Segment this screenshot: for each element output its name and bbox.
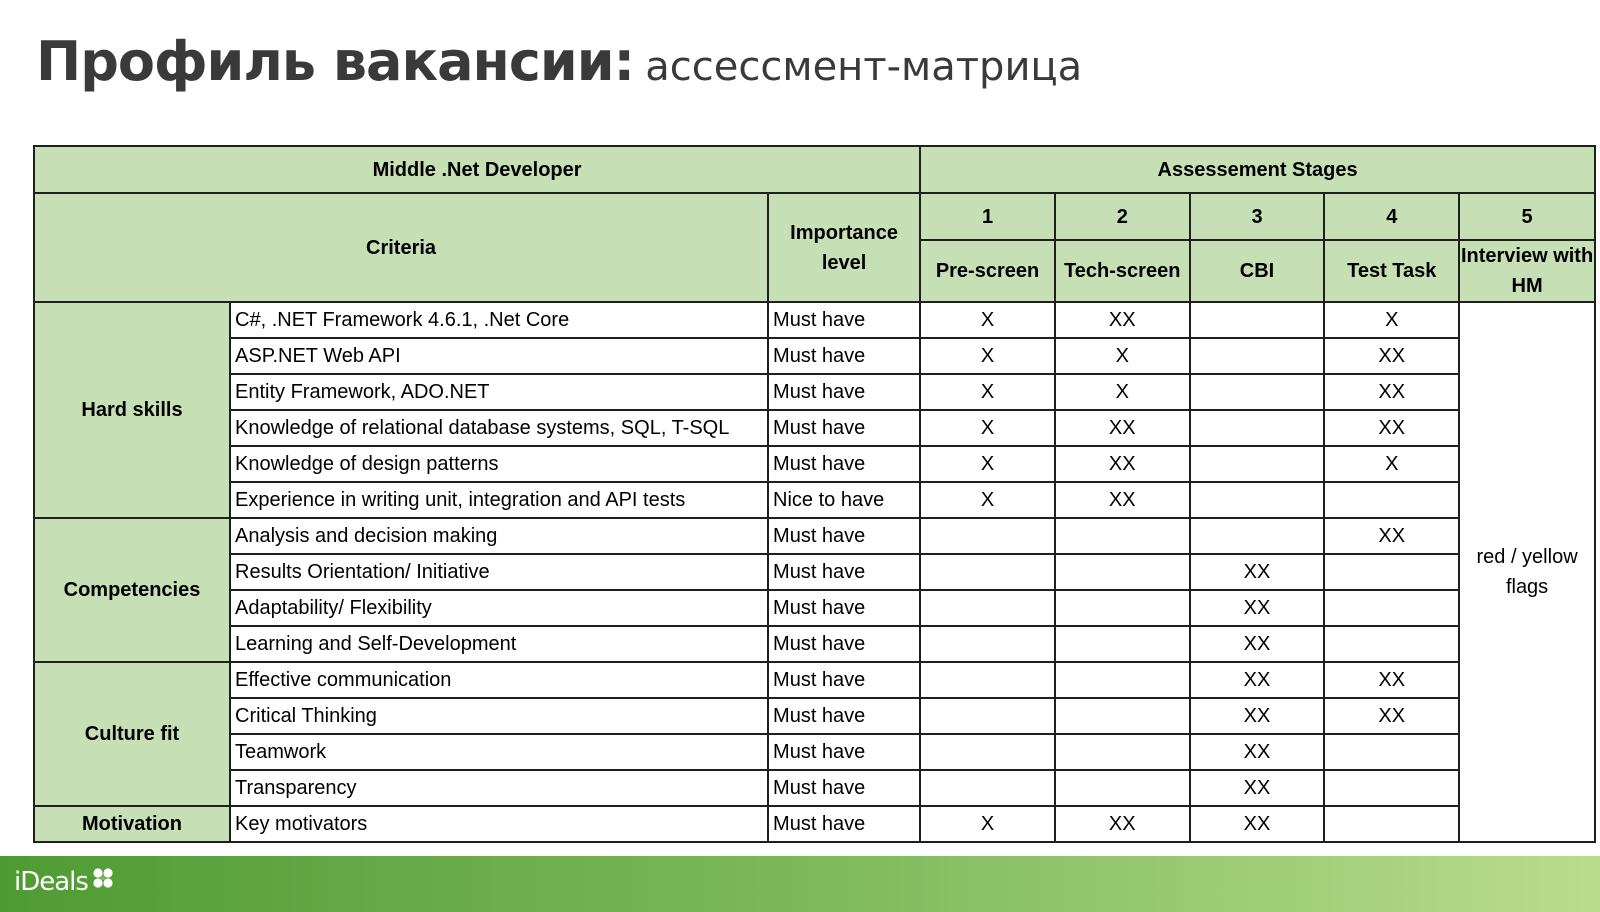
criterion-cell: Teamwork: [230, 734, 768, 770]
stage-mark-cell: XX: [1324, 374, 1459, 410]
table-row: [34, 554, 1595, 590]
table-row: [34, 806, 1595, 842]
stage-mark-cell: [920, 770, 1055, 806]
brand-logo-text: iDeals: [14, 866, 88, 897]
stage-mark-cell: [1324, 554, 1459, 590]
criterion-cell: Critical Thinking: [230, 698, 768, 734]
stage-mark-cell: [920, 734, 1055, 770]
table-row: [34, 410, 1595, 446]
group-label: Hard skills: [34, 302, 230, 518]
stage-mark-cell: X: [1324, 302, 1459, 338]
group-label: Competencies: [34, 518, 230, 662]
table-row: [34, 338, 1595, 374]
criteria-header: Criteria: [34, 193, 768, 302]
clover-icon: [91, 866, 115, 897]
page-title-subtitle: ассессмент-матрица: [645, 44, 1083, 90]
stage-mark-cell: [1055, 626, 1190, 662]
importance-cell: Must have: [768, 518, 920, 554]
criterion-cell: Knowledge of design patterns: [230, 446, 768, 482]
criterion-cell: Learning and Self-Development: [230, 626, 768, 662]
stage-mark-cell: X: [1055, 374, 1190, 410]
importance-cell: Must have: [768, 662, 920, 698]
table-row: [34, 626, 1595, 662]
criterion-cell: Adaptability/ Flexibility: [230, 590, 768, 626]
stage-mark-cell: XX: [1190, 662, 1325, 698]
stage-mark-cell: [920, 698, 1055, 734]
stages-header: Assessement Stages: [920, 146, 1595, 193]
table-row: [34, 662, 1595, 698]
importance-cell: Must have: [768, 410, 920, 446]
stage-mark-cell: [1324, 626, 1459, 662]
stage-mark-cell: XX: [1324, 410, 1459, 446]
stage-name: Test Task: [1324, 240, 1459, 302]
stage-mark-cell: [1324, 806, 1459, 842]
stage-mark-cell: [1055, 662, 1190, 698]
group-label: Culture fit: [34, 662, 230, 806]
stage-mark-cell: X: [1055, 338, 1190, 374]
criterion-cell: Analysis and decision making: [230, 518, 768, 554]
stage-mark-cell: [1190, 338, 1325, 374]
criterion-cell: Entity Framework, ADO.NET: [230, 374, 768, 410]
stage-mark-cell: X: [920, 374, 1055, 410]
stage-mark-cell: XX: [1055, 446, 1190, 482]
table-row: [34, 734, 1595, 770]
stage-mark-cell: [920, 518, 1055, 554]
stage-mark-cell: XX: [1190, 806, 1325, 842]
criterion-cell: Results Orientation/ Initiative: [230, 554, 768, 590]
stage-mark-cell: XX: [1055, 410, 1190, 446]
criterion-cell: Transparency: [230, 770, 768, 806]
stage-mark-cell: X: [1324, 446, 1459, 482]
stage-mark-cell: XX: [1190, 698, 1325, 734]
stage-mark-cell: X: [920, 410, 1055, 446]
criterion-cell: C#, .NET Framework 4.6.1, .Net Core: [230, 302, 768, 338]
stage-name: Interview with HM: [1459, 240, 1595, 302]
stage-number: 3: [1190, 193, 1325, 240]
table-row: [34, 302, 1595, 338]
stage-mark-cell: XX: [1324, 698, 1459, 734]
criterion-cell: Effective communication: [230, 662, 768, 698]
stage-mark-cell: XX: [1055, 806, 1190, 842]
table-row: [34, 518, 1595, 554]
stage-mark-cell: XX: [1055, 482, 1190, 518]
stage-number: 5: [1459, 193, 1595, 240]
importance-cell: Must have: [768, 338, 920, 374]
stage-mark-cell: XX: [1324, 338, 1459, 374]
criterion-cell: Experience in writing unit, integration and API tests: [230, 482, 768, 518]
stage-mark-cell: [1055, 518, 1190, 554]
stage-mark-cell: [1055, 554, 1190, 590]
stage-mark-cell: [1190, 446, 1325, 482]
stage-mark-cell: XX: [1324, 662, 1459, 698]
importance-header: Importance level: [768, 193, 920, 302]
importance-cell: Must have: [768, 770, 920, 806]
stage-number: 4: [1324, 193, 1459, 240]
stage-mark-cell: XX: [1324, 518, 1459, 554]
importance-cell: Must have: [768, 374, 920, 410]
brand-logo: [14, 866, 115, 897]
stage-mark-cell: X: [920, 806, 1055, 842]
table-row: [34, 590, 1595, 626]
criterion-cell: ASP.NET Web API: [230, 338, 768, 374]
stage-mark-cell: [1190, 482, 1325, 518]
stage-mark-cell: XX: [1190, 590, 1325, 626]
stage-mark-cell: [1190, 410, 1325, 446]
stage-mark-cell: [1190, 302, 1325, 338]
importance-cell: Must have: [768, 446, 920, 482]
stage-mark-cell: [1190, 374, 1325, 410]
stage-mark-cell: [1055, 698, 1190, 734]
table-row: [34, 446, 1595, 482]
stage-mark-cell: [920, 662, 1055, 698]
stage-mark-cell: [1324, 734, 1459, 770]
table-row: [34, 374, 1595, 410]
stage-name: CBI: [1190, 240, 1325, 302]
stage-number: 1: [920, 193, 1055, 240]
importance-cell: Nice to have: [768, 482, 920, 518]
importance-cell: Must have: [768, 626, 920, 662]
importance-cell: Must have: [768, 698, 920, 734]
stage-mark-cell: [920, 554, 1055, 590]
stage-mark-cell: XX: [1190, 554, 1325, 590]
importance-cell: Must have: [768, 554, 920, 590]
table-row: [34, 482, 1595, 518]
stage-mark-cell: [1055, 734, 1190, 770]
stage-mark-cell: [1190, 518, 1325, 554]
stage-mark-cell: XX: [1190, 770, 1325, 806]
flags-note: red / yellow flags: [1459, 302, 1595, 842]
stage-mark-cell: [920, 626, 1055, 662]
stage-mark-cell: X: [920, 338, 1055, 374]
stage-mark-cell: X: [920, 302, 1055, 338]
stage-mark-cell: XX: [1190, 626, 1325, 662]
importance-cell: Must have: [768, 806, 920, 842]
table-row: [34, 770, 1595, 806]
group-label: Motivation: [34, 806, 230, 842]
role-header: Middle .Net Developer: [34, 146, 920, 193]
assessment-matrix: [33, 145, 1596, 843]
stage-mark-cell: [920, 590, 1055, 626]
importance-cell: Must have: [768, 734, 920, 770]
stage-mark-cell: [1055, 770, 1190, 806]
criterion-cell: Knowledge of relational database systems, SQL, T-SQL: [230, 410, 768, 446]
footer-bar: [0, 856, 1600, 912]
stage-mark-cell: X: [920, 446, 1055, 482]
criterion-cell: Key motivators: [230, 806, 768, 842]
page-title: [36, 30, 1082, 93]
importance-cell: Must have: [768, 302, 920, 338]
stage-mark-cell: XX: [1190, 734, 1325, 770]
stage-mark-cell: [1324, 590, 1459, 626]
stage-name: Pre-screen: [920, 240, 1055, 302]
stage-name: Tech-screen: [1055, 240, 1190, 302]
stage-mark-cell: [1324, 482, 1459, 518]
importance-cell: Must have: [768, 590, 920, 626]
stage-mark-cell: X: [920, 482, 1055, 518]
stage-number: 2: [1055, 193, 1190, 240]
page-title-bold: Профиль вакансии:: [36, 30, 635, 93]
stage-mark-cell: [1055, 590, 1190, 626]
table-row: [34, 698, 1595, 734]
stage-mark-cell: XX: [1055, 302, 1190, 338]
stage-mark-cell: [1324, 770, 1459, 806]
